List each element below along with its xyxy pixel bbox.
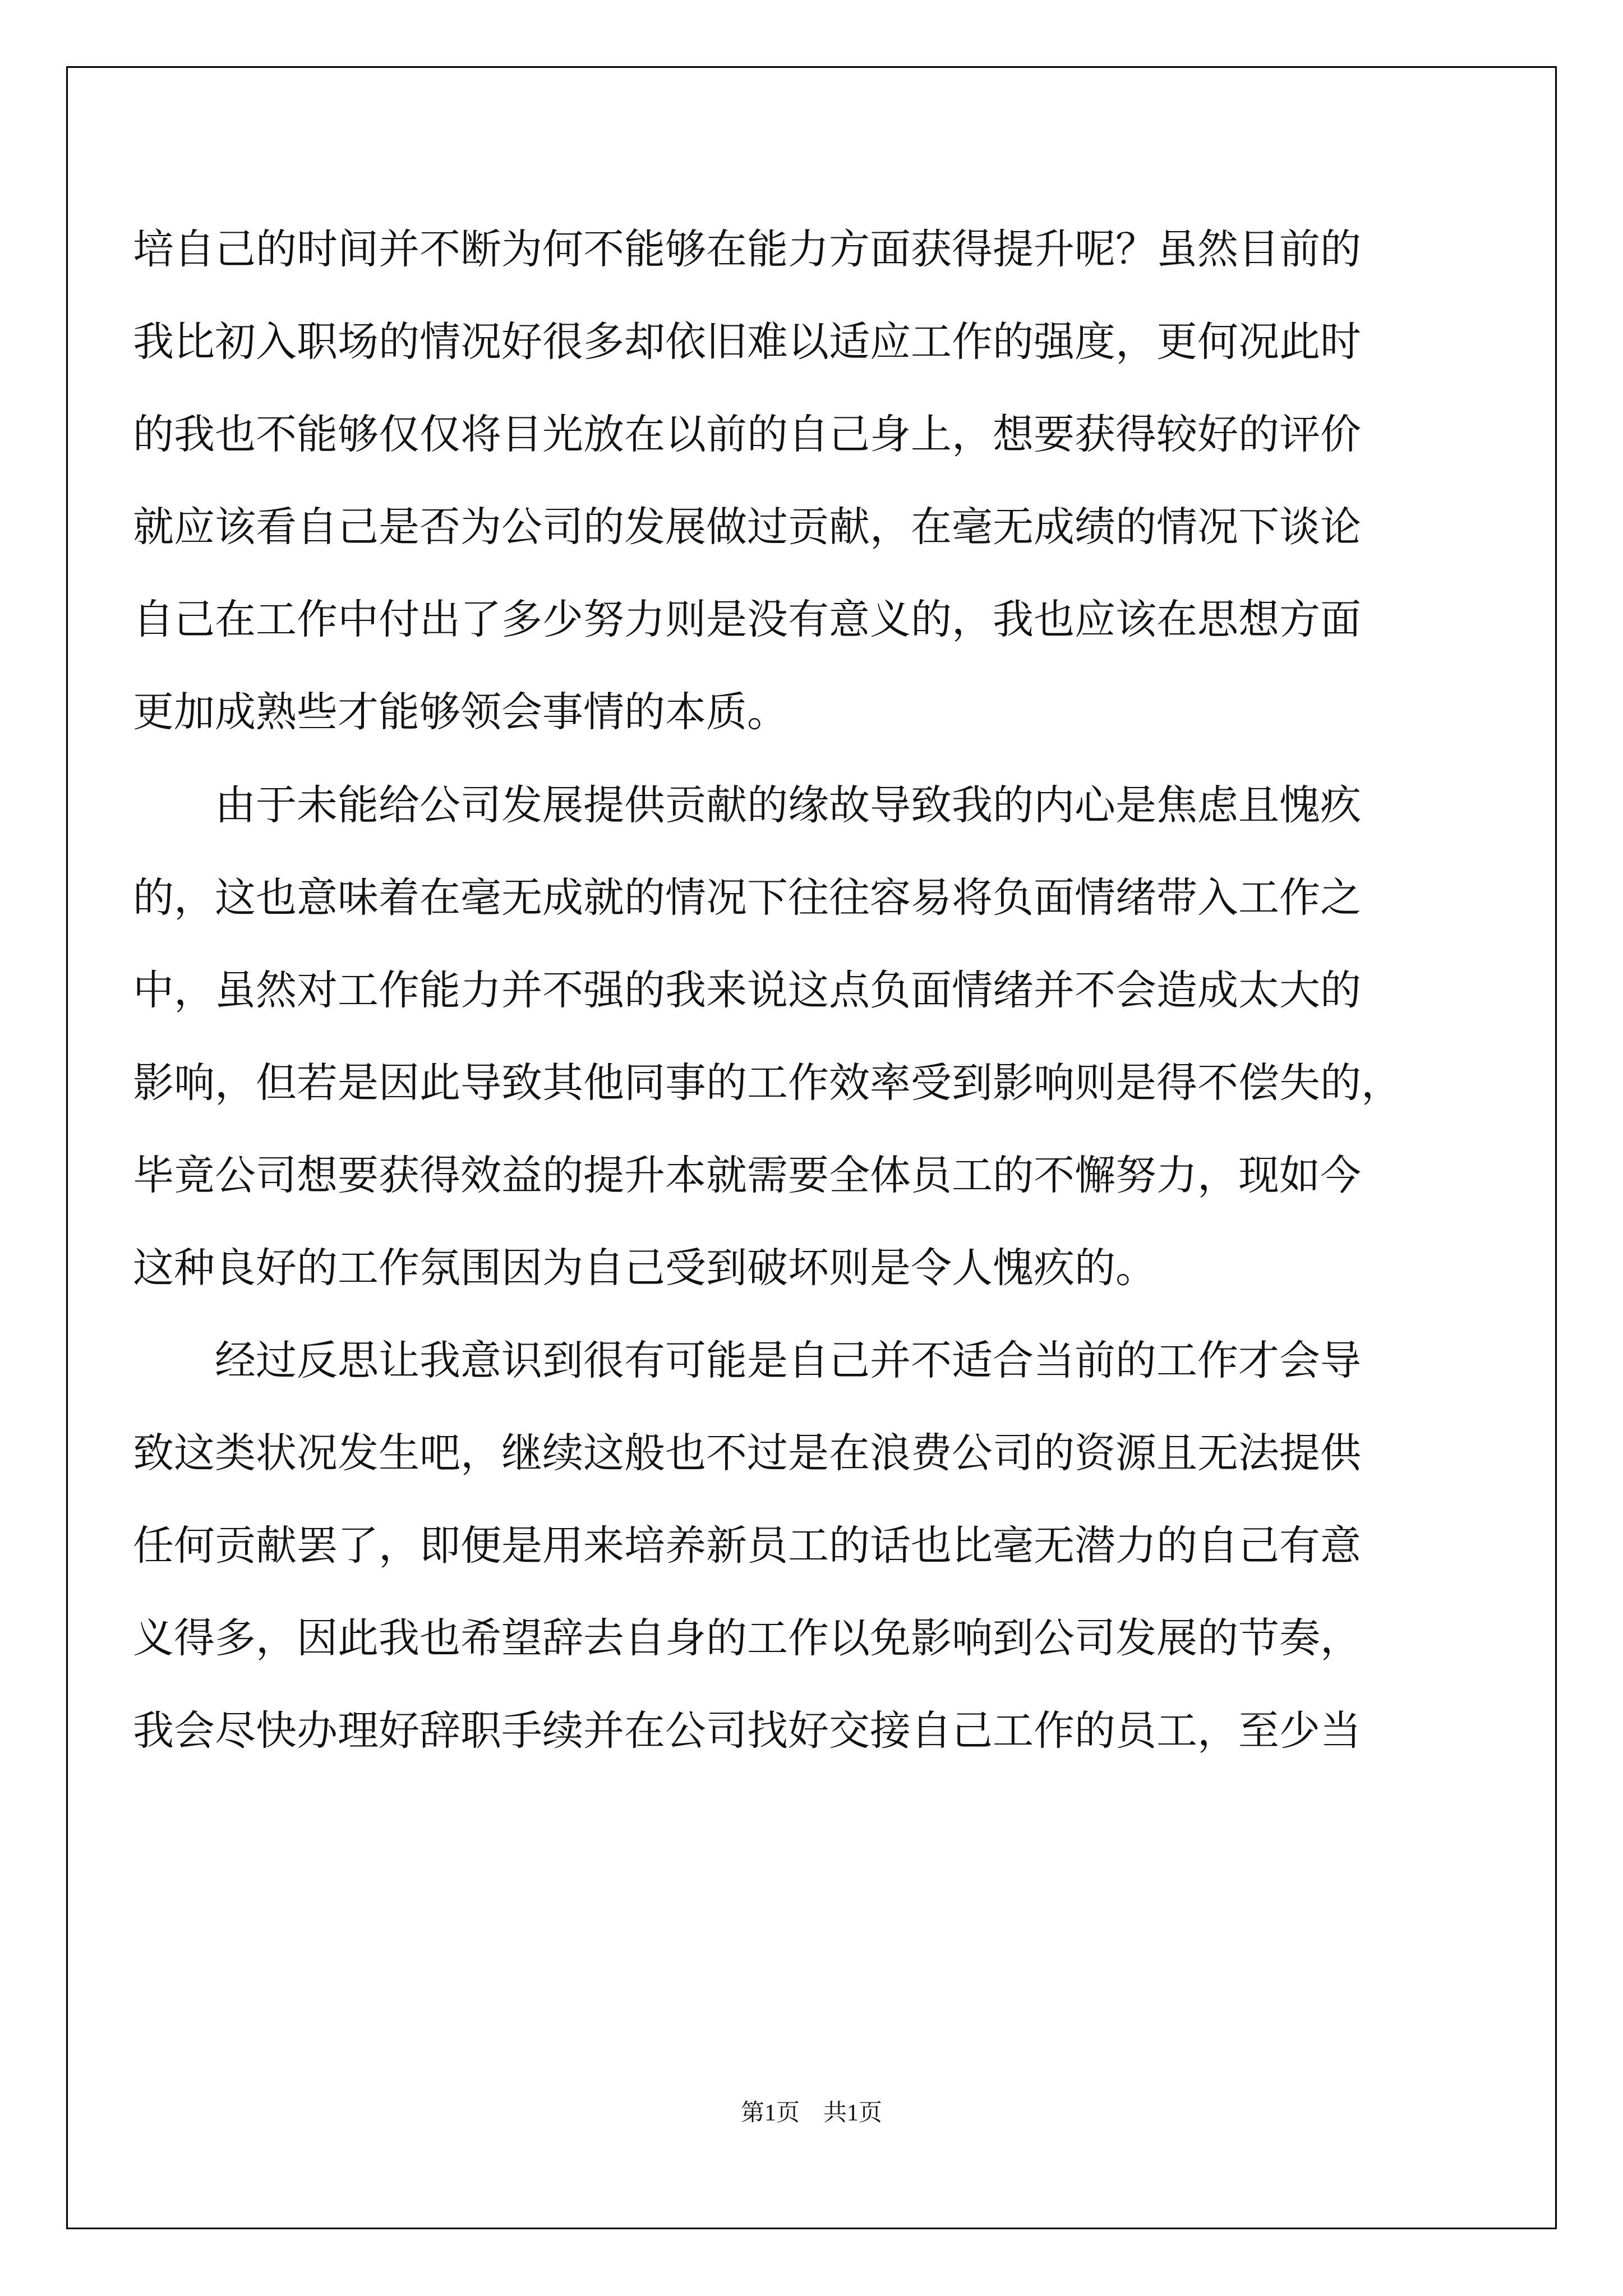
text-line: 任何贡献罢了，即便是用来培养新员工的话也比毫无潜力的自己有意 bbox=[133, 1522, 1361, 1570]
text-line: 我比初入职场的情况好很多却依旧难以适应工作的强度，更何况此时 bbox=[133, 318, 1361, 366]
paragraph-first-line: 经过反思让我意识到很有可能是自己并不适合当前的工作才会导 bbox=[215, 1337, 1361, 1384]
text-line: 中，虽然对工作能力并不强的我来说这点负面情绪并不会造成太大的 bbox=[133, 967, 1361, 1014]
text-line: 义得多，因此我也希望辞去自身的工作以免影响到公司发展的节奏， bbox=[133, 1614, 1361, 1662]
text-line: 更加成熟些才能够领会事情的本质。 bbox=[133, 688, 788, 736]
text-line: 培自己的时间并不断为何不能够在能力方面获得提升呢？虽然目前的 bbox=[133, 226, 1361, 273]
text-line: 自己在工作中付出了多少努力则是没有意义的，我也应该在思想方面 bbox=[133, 596, 1361, 643]
paragraph-first-line: 由于未能给公司发展提供贡献的缘故导致我的内心是焦虑且愧疚 bbox=[215, 781, 1361, 829]
text-line: 的我也不能够仅仅将目光放在以前的自己身上，想要获得较好的评价 bbox=[133, 411, 1361, 458]
text-line: 就应该看自己是否为公司的发展做过贡献，在毫无成绩的情况下谈论 bbox=[133, 503, 1361, 551]
text-line: 这种良好的工作氛围因为自己受到破坏则是令人愧疚的。 bbox=[133, 1244, 1156, 1292]
text-line: 致这类状况发生吧，继续这般也不过是在浪费公司的资源且无法提供 bbox=[133, 1429, 1361, 1477]
text-line: 的，这也意味着在毫无成就的情况下往往容易将负面情绪带入工作之 bbox=[133, 874, 1361, 922]
text-line: 影响，但若是因此导致其他同事的工作效率受到影响则是得不偿失的， bbox=[133, 1059, 1402, 1107]
page-number-footer: 第1页 共1页 bbox=[740, 2100, 882, 2126]
text-line: 我会尽快办理好辞职手续并在公司找好交接自己工作的员工，至少当 bbox=[133, 1707, 1361, 1755]
text-line: 毕竟公司想要获得效益的提升本就需要全体员工的不懈努力，现如今 bbox=[133, 1152, 1361, 1199]
